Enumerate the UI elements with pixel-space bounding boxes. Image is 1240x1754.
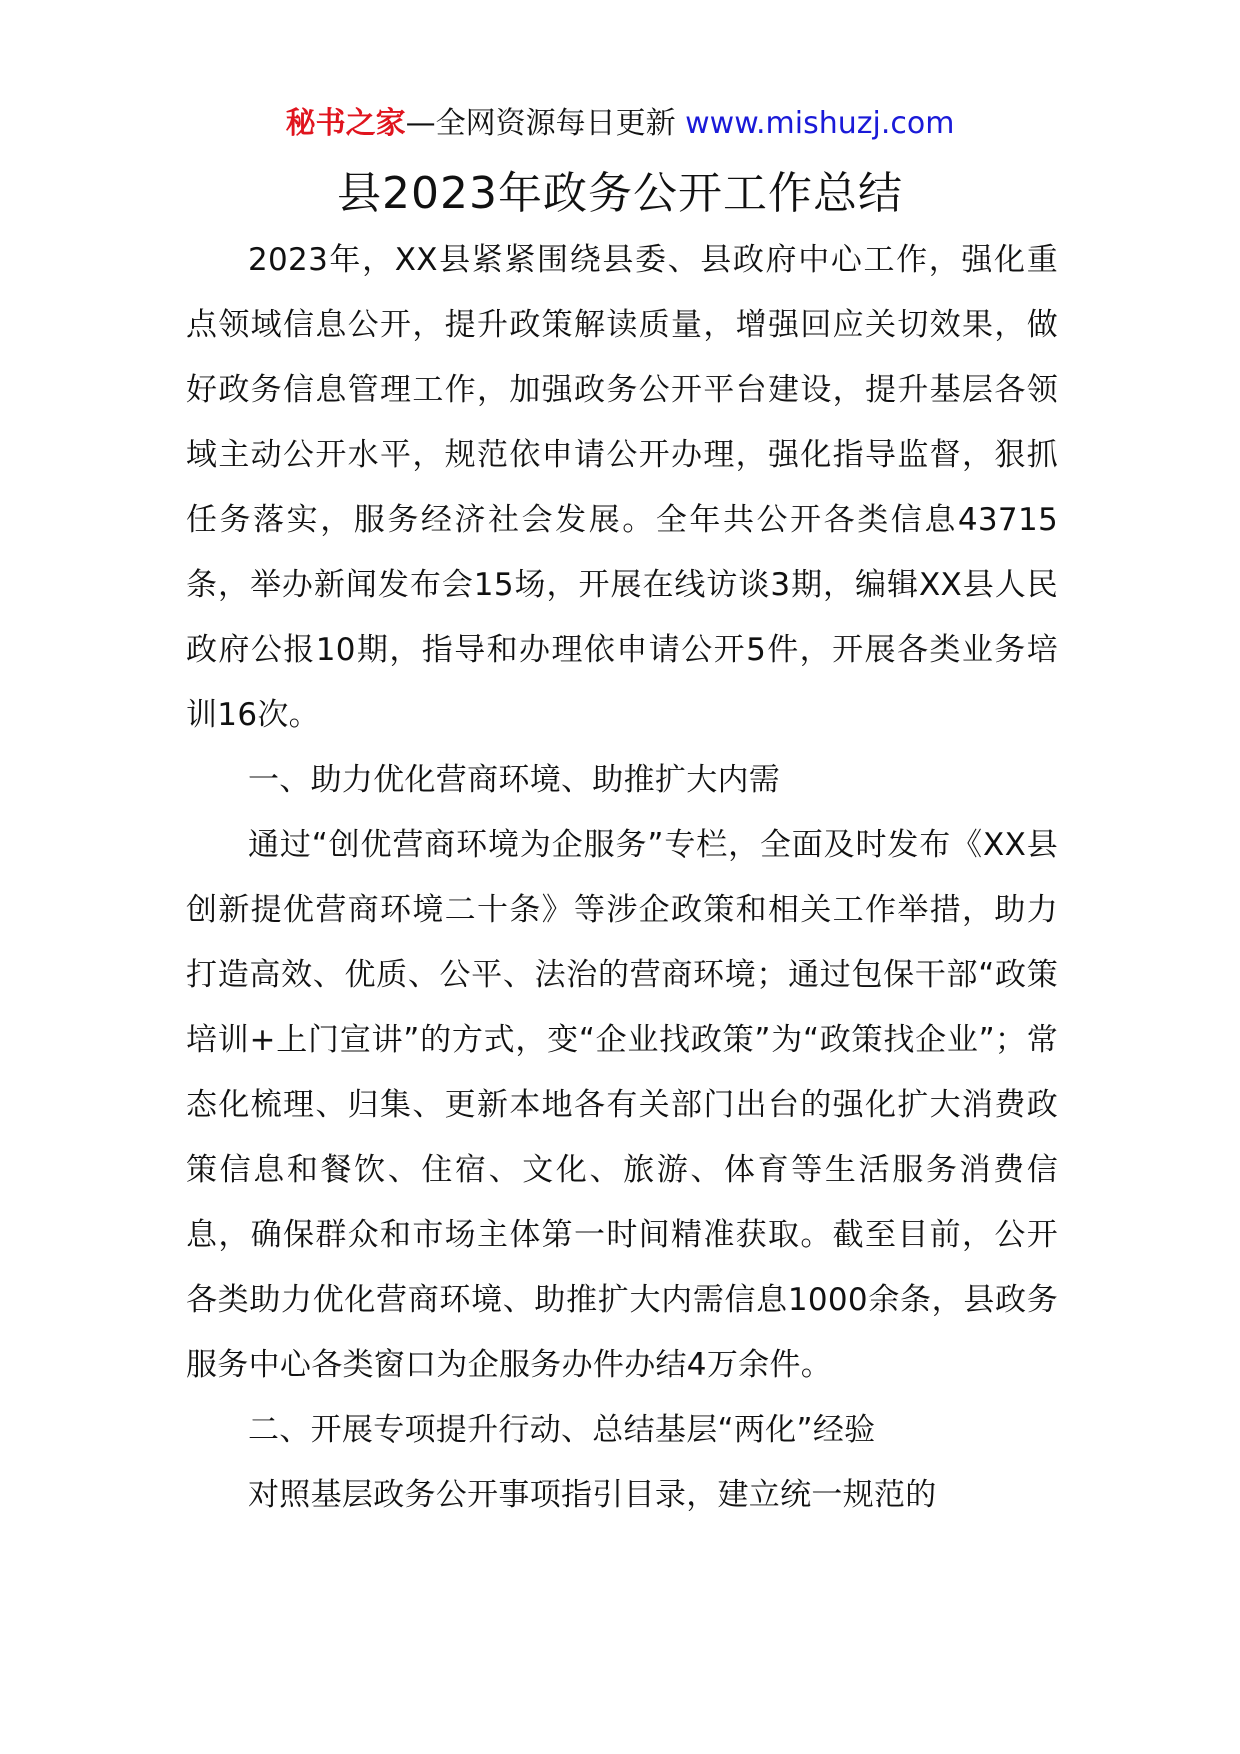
section-1-paragraph: 通过“创优营商环境为企服务”专栏，全面及时发布《XX县创新提优营商环境二十条》等涉企政策和相关工作举措，助力打造高效、优质、公平、法治的营商环境；通过包保干部“政策培训+上门宣讲”的方式，变“企业找政策”为“政策找企业”；常态化梳理、归集、更新本地各有关部门出台的强化扩大消费政策信息和餐饮、住宿、文化、旅游、体育等生活服务消费信息，确保群众和市场主体第一时间精准获取。截至目前，公开各类助力优化营商环境、助推扩大内需信息1000余条，县政务服务中心各类窗口为企服务办件办结4万余件。 [186,827,1058,1383]
section-2-paragraph: 对照基层政务公开事项指引目录，建立统一规范的 [248,1477,937,1513]
brand-name: 秘书之家 [285,106,406,141]
document-title: 县2023年政务公开工作总结 [337,168,903,219]
intro-paragraph: 2023年，XX县紧紧围绕县委、县政府中心工作，强化重点领域信息公开，提升政策解读质量，增强回应关切效果，做好政务信息管理工作，加强政务公开平台建设，提升基层各领域主动公开水平，规范依申请公开办理，强化指导监督，狠抓任务落实，服务经济社会发展。全年共公开各类信息43715条，举办新闻发布会15场，开展在线访谈3期，编辑XX县人民政府公报10期，指导和办理依申请公开5件，开展各类业务培训16次。 [186,242,1058,733]
header-url-link[interactable]: www.mishuzj.com [685,106,955,141]
section-heading-1: 一、助力优化营商环境、助推扩大内需 [248,762,781,798]
header-tagline: —全网资源每日更新 [405,106,686,141]
section-heading-2: 二、开展专项提升行动、总结基层“两化”经验 [248,1412,876,1448]
watermark-header [0,102,1240,146]
document-body [186,228,1058,1528]
